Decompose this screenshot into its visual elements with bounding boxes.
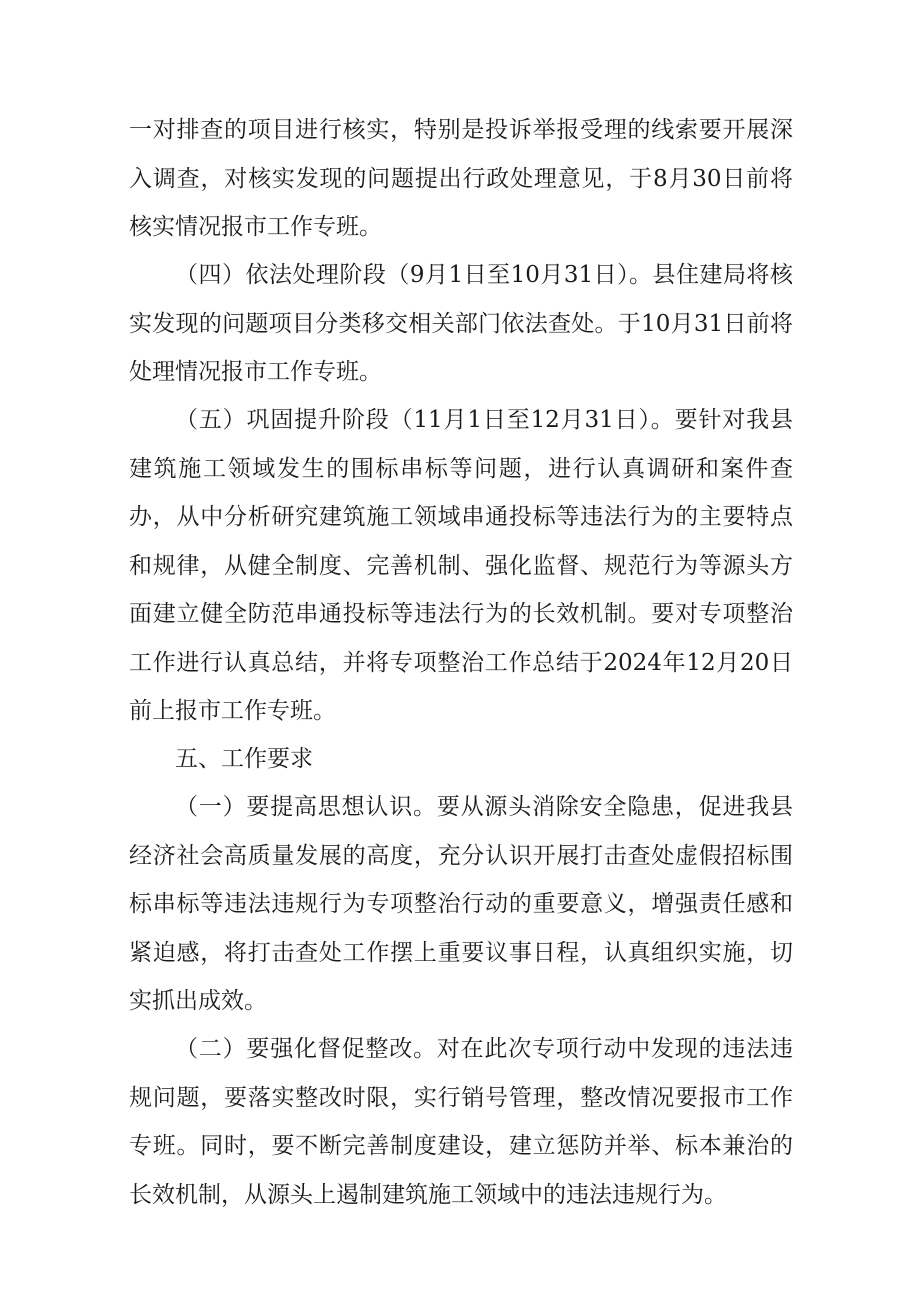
- paragraph-stage-four: （四）依法处理阶段（9月1日至10月31日）。县住建局将核实发现的问题项目分类移交相关部门依法查处。于10月31日前将处理情况报市工作专班。: [129, 262, 793, 385]
- section-heading-work-requirements: 五、工作要求: [175, 746, 313, 772]
- paragraph-requirement-two: （二）要强化督促整改。对在此次专项行动中发现的违法违规问题，要落实整改时限，实行销号管理，整改情况要报市工作专班。同时，要不断完善制度建设，建立惩防并举、标本兼治的长效机制，从源头上遏制建筑施工领域中的违法违规行为。: [129, 1036, 793, 1208]
- paragraph-requirement-one: （一）要提高思想认识。要从源头消除安全隐患，促进我县经济社会高质量发展的高度，充分认识开展打击查处虚假招标围标串标等违法违规行为专项整治行动的重要意义，增强责任感和紧迫感，将打击查处工作摆上重要议事日程，认真组织实施，切实抓出成效。: [129, 794, 793, 1014]
- paragraph-stage-five: （五）巩固提升阶段（11月1日至12月31日）。要针对我县建筑施工领域发生的围标串标等问题，进行认真调研和案件查办，从中分析研究建筑施工领域串通投标等违法行为的主要特点和规律，从健全制度、完善机制、强化监督、规范行为等源头方面建立健全防范串通投标等违法行为的长效机制。要对专项整治工作进行认真总结，并将专项整治工作总结于2024年12月20日前上报市工作专班。: [129, 407, 793, 724]
- paragraph-continuation: 一对排查的项目进行核实，特别是投诉举报受理的线索要开展深入调查，对核实发现的问题提出行政处理意见，于8月30日前将核实情况报市工作专班。: [129, 117, 793, 240]
